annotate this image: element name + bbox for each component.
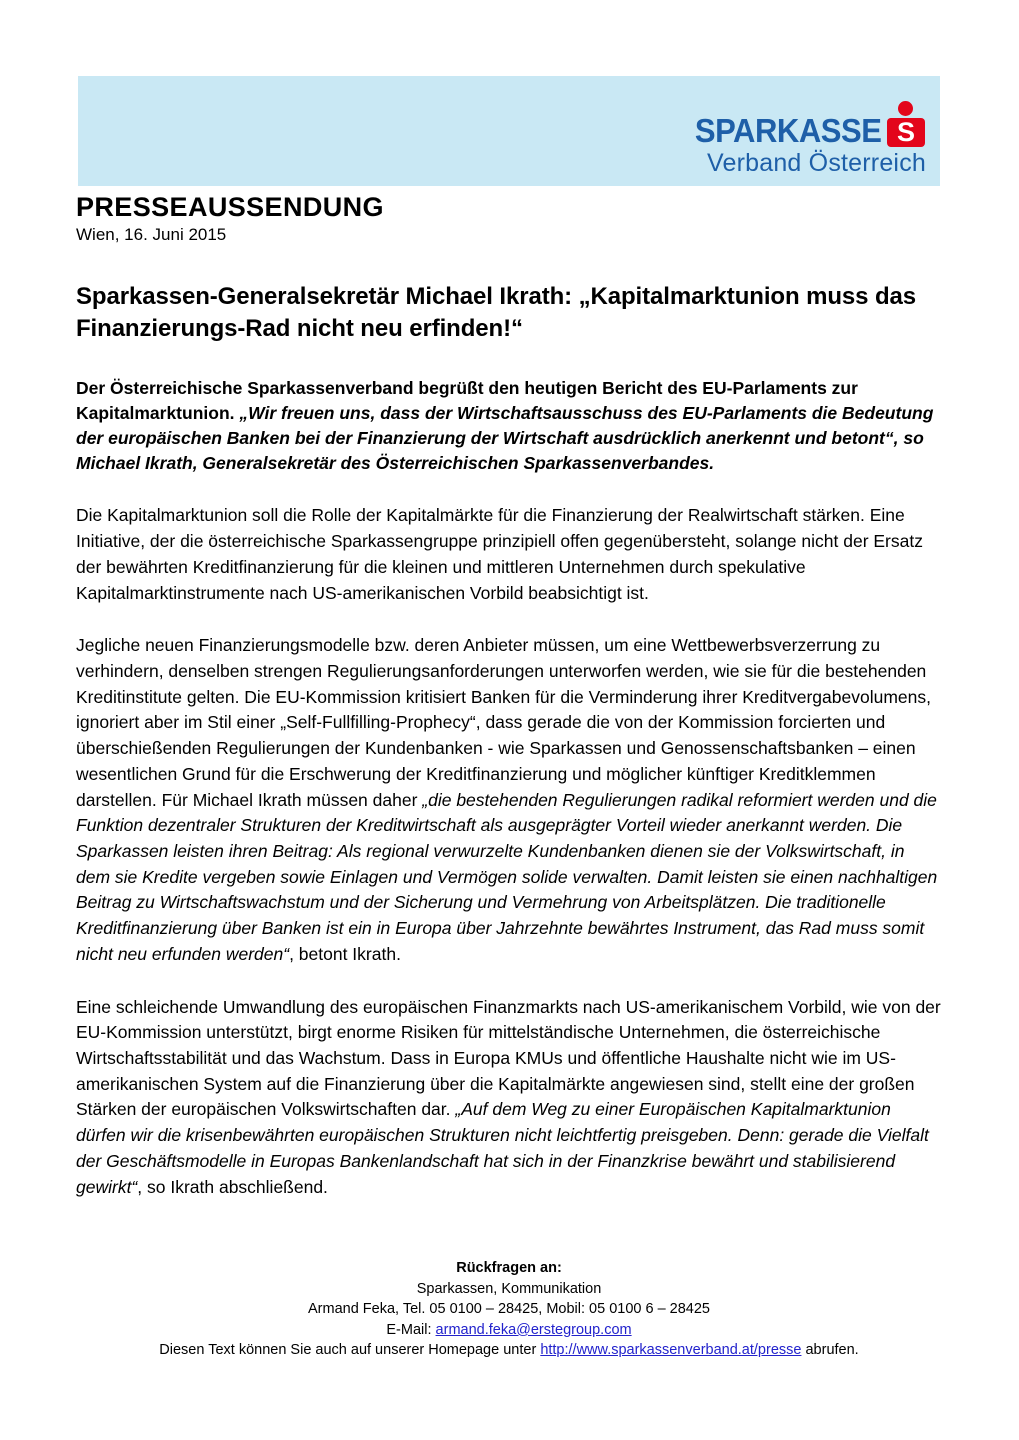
body-paragraph-1 — [76, 503, 942, 606]
footer-homepage-line — [76, 1340, 942, 1361]
sparkasse-s-icon — [886, 101, 926, 147]
logo-wordmark-row — [683, 101, 926, 149]
body-paragraph-3 — [76, 995, 942, 1201]
footer-homepage-prefix: Diesen Text können Sie auch auf unserer Homepage unter — [159, 1342, 541, 1359]
footer-contact-block — [76, 1258, 942, 1361]
lead-paragraph — [76, 376, 942, 477]
paragraph-3-intro: Eine schleichende Umwandlung des europäischen Finanzmarkts nach US-amerikanischem Vorbild, wie von der EU-Kommission unterstützt, birgt enorme Risiken für mittelständische Unternehmen, die österreichische Wirtschaftsstabilität und das Wachstum. Dass in Europa KMUs und öffentliche Haushalte nicht wie im US-amerikanischen System auf die Finanzierung über die Kapitalmärkte angewiesen sind, stellt eine der großen Stärken der europäischen Volkswirtschaften dar. — [76, 996, 941, 1120]
article-headline: Sparkassen-Generalsekretär Michael Ikrath: „Kapitalmarktunion muss das Finanzierungs-Rad nicht neu erfinden!“ — [76, 283, 916, 343]
lead-intro: Der Österreichische Sparkassenverband begrüßt den heutigen Bericht des EU-Parlaments zur Kapitalmarktunion. — [76, 377, 858, 423]
document-content — [76, 192, 942, 1200]
footer-heading: Rückfragen an: — [456, 1260, 562, 1276]
logo-wordmark-text: SPARKASSE — [694, 111, 881, 149]
logo-subline: Verband Österreich — [707, 149, 926, 177]
logo-dot-shape — [898, 101, 913, 116]
header-band — [78, 76, 940, 186]
paragraph-2-attribution: , betont Ikrath. — [289, 943, 401, 964]
footer-email-link[interactable]: armand.feka@erstegroup.com — [435, 1321, 632, 1338]
footer-organisation: Sparkassen, Kommunikation — [416, 1280, 602, 1297]
sparkasse-logo — [683, 101, 926, 176]
body-paragraph-2 — [76, 633, 942, 967]
logo-s-glyph: S — [896, 117, 915, 147]
lead-quote: „Wir freuen uns, dass der Wirtschaftsausschuss des EU-Parlaments die Bedeutung der europäischen Banken bei der Finanzierung der Wirtschaft ausdrücklich anerkennt und betont“, so Michael Ikrath, Generalsekretär des Österreichischen Sparkassenverbandes. — [76, 402, 934, 474]
paragraph-1-text: Die Kapitalmarktunion soll die Rolle der Kapitalmärkte für die Finanzierung der Realwirtschaft stärken. Eine Initiative, der die österreichische Sparkassengruppe prinzipiell offen gegenübersteht, solange nicht der Ersatz der bewährten Kreditfinanzierung für die kleinen und mittleren Unternehmen durch spekulative Kapitalmarktinstrumente nach US-amerikanischen Vorbild beabsichtigt ist. — [76, 505, 923, 603]
paragraph-3-attribution: , so Ikrath abschließend. — [137, 1176, 328, 1197]
dateline: Wien, 16. Juni 2015 — [76, 225, 227, 245]
footer-email-line — [76, 1320, 942, 1341]
footer-email-label: E-Mail: — [386, 1321, 436, 1338]
paragraph-3-quote: „Auf dem Weg zu einer Europäischen Kapitalmarktunion dürfen wir die krisenbewährten europäischen Strukturen nicht leichtfertig preisgeben. Denn: gerade die Vielfalt der Geschäftsmodelle in Europas Bankenlandschaft hat sich in der Finanzkrise bewährt und stabilisierend gewirkt“ — [76, 1099, 929, 1197]
page-title: PRESSEAUSSENDUNG — [76, 192, 384, 222]
paragraph-2-quote: „die bestehenden Regulierungen radikal reformiert werden und die Funktion dezentraler Strukturen der Kreditwirtschaft als ausgeprägter Vorteil wieder anerkannt werden. Die Sparkassen leisten ihren Beitrag: Als regional verwurzelte Kundenbanken dienen sie der Volkswirtschaft, in dem sie Kredite vergeben sowie Einlagen und Vermögen solide verwalten. Damit leisten sie einen nachhaltigen Beitrag zu Wirtschaftswachstum und der Sicherung und Vermehrung von Arbeitsplätzen. Die traditionelle Kreditfinanzierung über Banken ist ein in Europa über Jahrzehnte bewährtes Instrument, das Rad muss somit nicht neu erfunden werden“ — [76, 789, 938, 964]
footer-homepage-suffix: abrufen. — [801, 1342, 859, 1359]
footer-homepage-link[interactable]: http://www.sparkassenverband.at/presse — [540, 1342, 802, 1359]
paragraph-2-intro: Jegliche neuen Finanzierungsmodelle bzw. deren Anbieter müssen, um eine Wettbewerbsverzerrung zu verhindern, denselben strengen Regulierungsanforderungen unterworfen werden, wie sie für die bestehenden Kreditinstitute gelten. Die EU-Kommission kritisiert Banken für die Verminderung ihrer Kreditvergabevolumens, ignoriert aber im Stil einer „Self-Fullfilling-Prophecy“, dass gerade die von der Kommission forcierten und überschießenden Regulierungen der Kundenbanken - wie Sparkassen und Genossenschaftsbanken – einen wesentlichen Grund für die Erschwerung der Kreditfinanzierung und möglicher künftiger Kreditklemmen darstellen. Für Michael Ikrath müssen daher — [76, 635, 931, 810]
footer-contact-line: Armand Feka, Tel. 05 0100 – 28425, Mobil: 05 0100 6 – 28425 — [308, 1301, 710, 1318]
